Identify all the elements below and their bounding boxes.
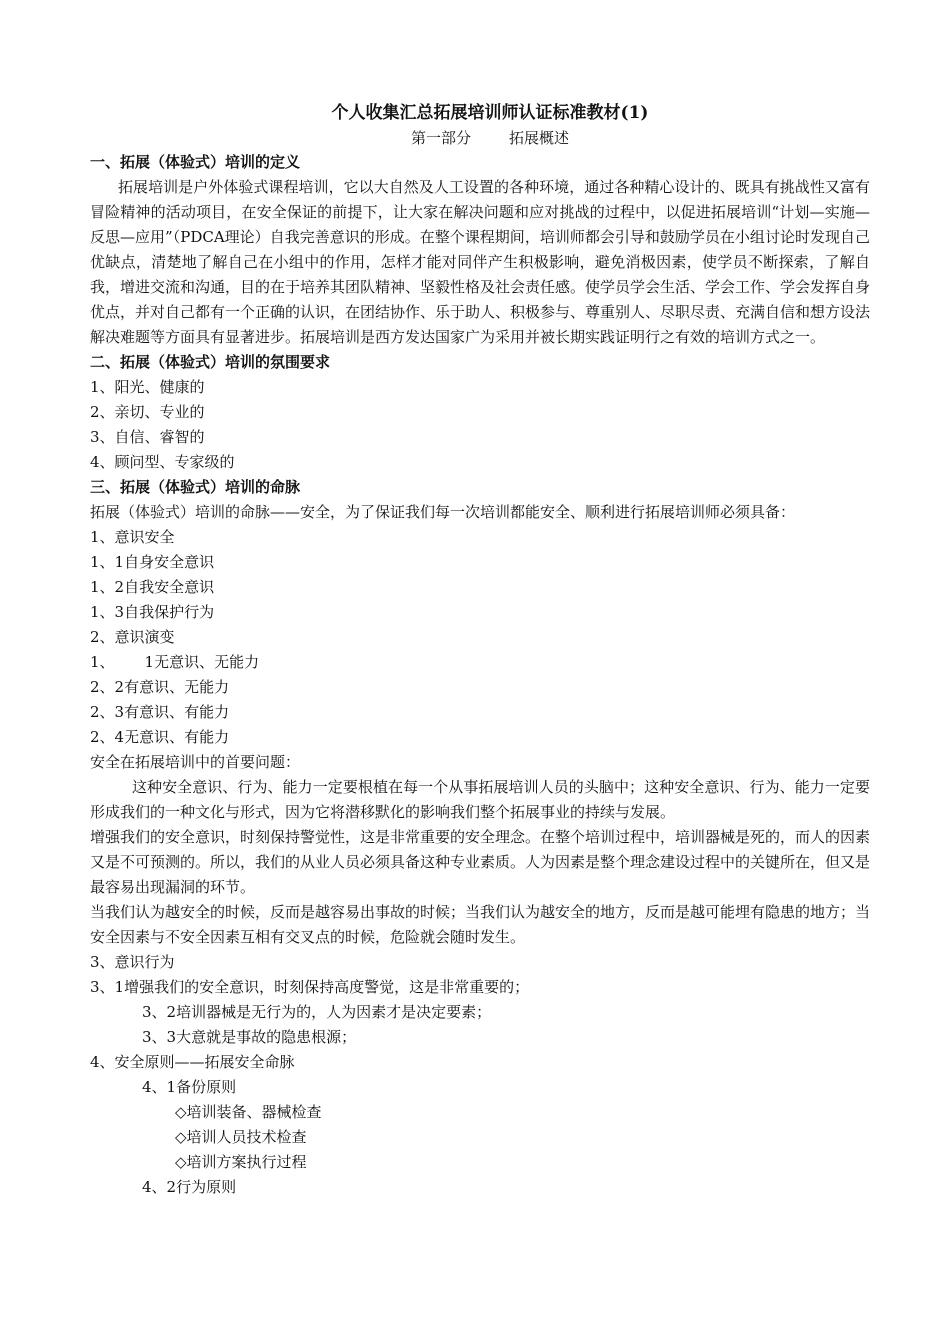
- list-item: 1、意识安全: [90, 528, 175, 546]
- bullet-item: ◇培训装备、器械检查: [175, 1103, 322, 1121]
- safety-paragraph-1: 这种安全意识、行为、能力一定要根植在每一个从事拓展培训人员的头脑中；这种安全意识、行为、能力一定要形成我们的一种文化与形式，因为它将潜移默化的影响我们整个拓展事业的持续与发展。: [90, 778, 870, 821]
- list-item: 4、2行为原则: [142, 1178, 237, 1196]
- section3-intro: 拓展（体验式）培训的命脉——安全，为了保证我们每一次培训都能安全、顺利进行拓展培训师必须具备：: [90, 503, 796, 521]
- document-title: 个人收集汇总拓展培训师认证标准教材(1): [331, 103, 649, 123]
- list-item: 2、4无意识、有能力: [90, 728, 230, 746]
- safety-question: 安全在拓展培训中的首要问题：: [90, 753, 301, 771]
- section2-item: 1、阳光、健康的: [90, 378, 205, 396]
- document-page: [90, 100, 870, 1200]
- list-item: 1、1自身安全意识: [90, 553, 215, 571]
- list-item: 2、3有意识、有能力: [90, 703, 230, 721]
- list-item: 4、安全原则——拓展安全命脉: [90, 1053, 295, 1071]
- section1-body: 拓展培训是户外体验式课程培训，它以大自然及人工设置的各种环境，通过各种精心设计的、既具有挑战性又富有冒险精神的活动项目，在安全保证的前提下，让大家在解决问题和应对挑战的过程中，以促进拓展培训“计划—实施—反思—应用”（PDCA理论）自我完善意识的形成。在整个课程期间，培训师都会引导和鼓励学员在小组讨论时发现自己优缺点，清楚地了解自己在小组中的作用，怎样才能对同伴产生积极影响，避免消极因素，使学员不断探索，了解自我，增进交流和沟通，目的在于培养其团队精神、坚毅性格及社会责任感。使学员学会生活、学会工作、学会发挥自身优点，并对自己都有一个正确的认识，在团结协作、乐于助人、积极参与、尊重别人、尽职尽责、充满自信和想方设法解决难题等方面具有显著进步。拓展培训是西方发达国家广为采用并被长期实践证明行之有效的培训方式之一。: [90, 178, 871, 346]
- list-item: 2、2有意识、无能力: [90, 678, 230, 696]
- list-item: [90, 650, 870, 675]
- list-item-prefix: 1、: [90, 653, 115, 671]
- section2-heading: 二、拓展（体验式）培训的氛围要求: [90, 353, 331, 371]
- safety-paragraph-3: 当我们认为越安全的时候，反而是越容易出事故的时候；当我们认为越安全的地方，反而是越可能埋有隐患的地方；当安全因素与不安全因素互相有交叉点的时候，危险就会随时发生。: [90, 903, 871, 946]
- document-subtitle: [90, 126, 870, 150]
- safety-paragraph-2: 增强我们的安全意识，时刻保持警觉性，这是非常重要的安全理念。在整个培训过程中，培训器械是死的，而人的因素又是不可预测的。所以，我们的从业人员必须具备这种专业素质。人为因素是整个理念建设过程中的关键所在，但又是最容易出现漏洞的环节。: [90, 828, 871, 896]
- section3-heading: 三、拓展（体验式）培训的命脉: [90, 478, 301, 496]
- section2-item: 3、自信、睿智的: [90, 428, 205, 446]
- list-item: 3、2培训器械是无行为的，人为因素才是决定要素；: [142, 1003, 492, 1021]
- list-item: 2、意识演变: [90, 628, 175, 646]
- list-item: 1、3自我保护行为: [90, 603, 215, 621]
- list-item: 3、1增强我们的安全意识，时刻保持高度警觉，这是非常重要的；: [90, 978, 530, 996]
- list-item: 3、3大意就是事故的隐患根源；: [142, 1028, 357, 1046]
- bullet-item: ◇培训人员技术检查: [175, 1128, 307, 1146]
- section2-item: 2、亲切、专业的: [90, 403, 205, 421]
- bullet-item: ◇培训方案执行过程: [175, 1153, 307, 1171]
- section2-item: 4、顾问型、专家级的: [90, 453, 235, 471]
- section1-heading: 一、拓展（体验式）培训的定义: [90, 153, 301, 171]
- subtitle-part: 第一部分: [410, 129, 471, 147]
- list-item: 1、2自我安全意识: [90, 578, 215, 596]
- subtitle-topic: 拓展概述: [509, 129, 570, 147]
- list-item: 4、1备份原则: [142, 1078, 237, 1096]
- list-item-text: 1无意识、无能力: [144, 653, 260, 671]
- list-item: 3、意识行为: [90, 953, 175, 971]
